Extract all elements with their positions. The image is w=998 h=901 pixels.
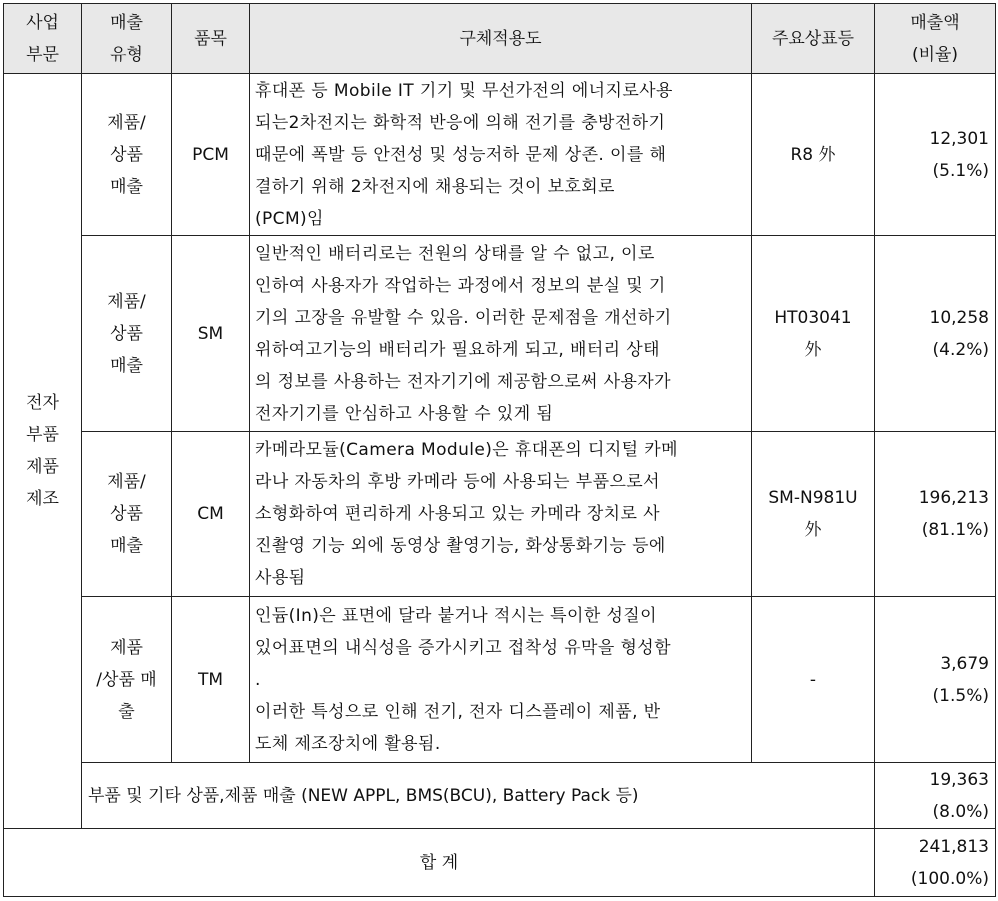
header-brands: 주요상표등 <box>752 4 875 74</box>
total-label: 합 계 <box>4 829 875 897</box>
sales-cell: 3,679 (1.5%) <box>875 597 996 763</box>
usage-cell: 인듐(In)은 표면에 달라 붙거나 적시는 특이한 성질이 있어표면의 내식성을 증가시키고 접착성 유막을 형성함 . 이러한 특성으로 인해 전기, 전자 디스플레이 제품, 반 도체 제조장치에 활용됨. <box>250 597 752 763</box>
misc-row <box>4 763 996 829</box>
brand-cell: R8 外 <box>752 74 875 236</box>
item-cell: SM <box>172 236 250 432</box>
sales-cell: 10,258 (4.2%) <box>875 236 996 432</box>
table-row <box>4 74 996 236</box>
sales-type-cell: 제품 /상품 매 출 <box>82 597 172 763</box>
usage-cell: 카메라모듈(Camera Module)은 휴대폰의 디지털 카메 라나 자동차의 후방 카메라 등에 사용되는 부품으로서 소형화하여 편리하게 사용되고 있는 카메라 장치로 사 진촬영 기능 외에 동영상 촬영기능, 화상통화기능 등에 사용됨 <box>250 432 752 597</box>
misc-sales: 19,363 (8.0%) <box>875 763 996 829</box>
brand-cell: HT03041 外 <box>752 236 875 432</box>
item-cell: TM <box>172 597 250 763</box>
header-usage: 구체적용도 <box>250 4 752 74</box>
header-row <box>4 4 996 74</box>
table-row <box>4 432 996 597</box>
sales-table <box>3 3 996 897</box>
segment-cell: 전자 부품 제품 제조 <box>4 74 82 829</box>
total-sales: 241,813 (100.0%) <box>875 829 996 897</box>
item-cell: PCM <box>172 74 250 236</box>
item-cell: CM <box>172 432 250 597</box>
brand-cell: - <box>752 597 875 763</box>
sales-type-cell: 제품/ 상품 매출 <box>82 432 172 597</box>
header-sales: 매출액 (비율) <box>875 4 996 74</box>
header-item: 품목 <box>172 4 250 74</box>
total-row <box>4 829 996 897</box>
sales-cell: 196,213 (81.1%) <box>875 432 996 597</box>
brand-cell: SM-N981U 外 <box>752 432 875 597</box>
usage-cell: 일반적인 배터리로는 전원의 상태를 알 수 없고, 이로 인하여 사용자가 작업하는 과정에서 정보의 분실 및 기 기의 고장을 유발할 수 있음. 이러한 문제점을 개선하기 위하여고기능의 배터리가 필요하게 되고, 배터리 상태 의 정보를 사용하는 전자기기에 제공함으로써 사용자가 전자기기를 안심하고 사용할 수 있게 됨 <box>250 236 752 432</box>
misc-label: 부품 및 기타 상품,제품 매출 (NEW APPL, BMS(BCU), Battery Pack 등) <box>82 763 875 829</box>
sales-type-cell: 제품/ 상품 매출 <box>82 74 172 236</box>
usage-cell: 휴대폰 등 Mobile IT 기기 및 무선가전의 에너지로사용 되는2차전지는 화학적 반응에 의해 전기를 충방전하기 때문에 폭발 등 안전성 및 성능저하 문제 상존. 이를 해 결하기 위해 2차전지에 채용되는 것이 보호회로 (PCM)임 <box>250 74 752 236</box>
sales-cell: 12,301 (5.1%) <box>875 74 996 236</box>
table-row <box>4 236 996 432</box>
header-sales-type: 매출 유형 <box>82 4 172 74</box>
header-segment: 사업 부문 <box>4 4 82 74</box>
table-row <box>4 597 996 763</box>
sales-type-cell: 제품/ 상품 매출 <box>82 236 172 432</box>
